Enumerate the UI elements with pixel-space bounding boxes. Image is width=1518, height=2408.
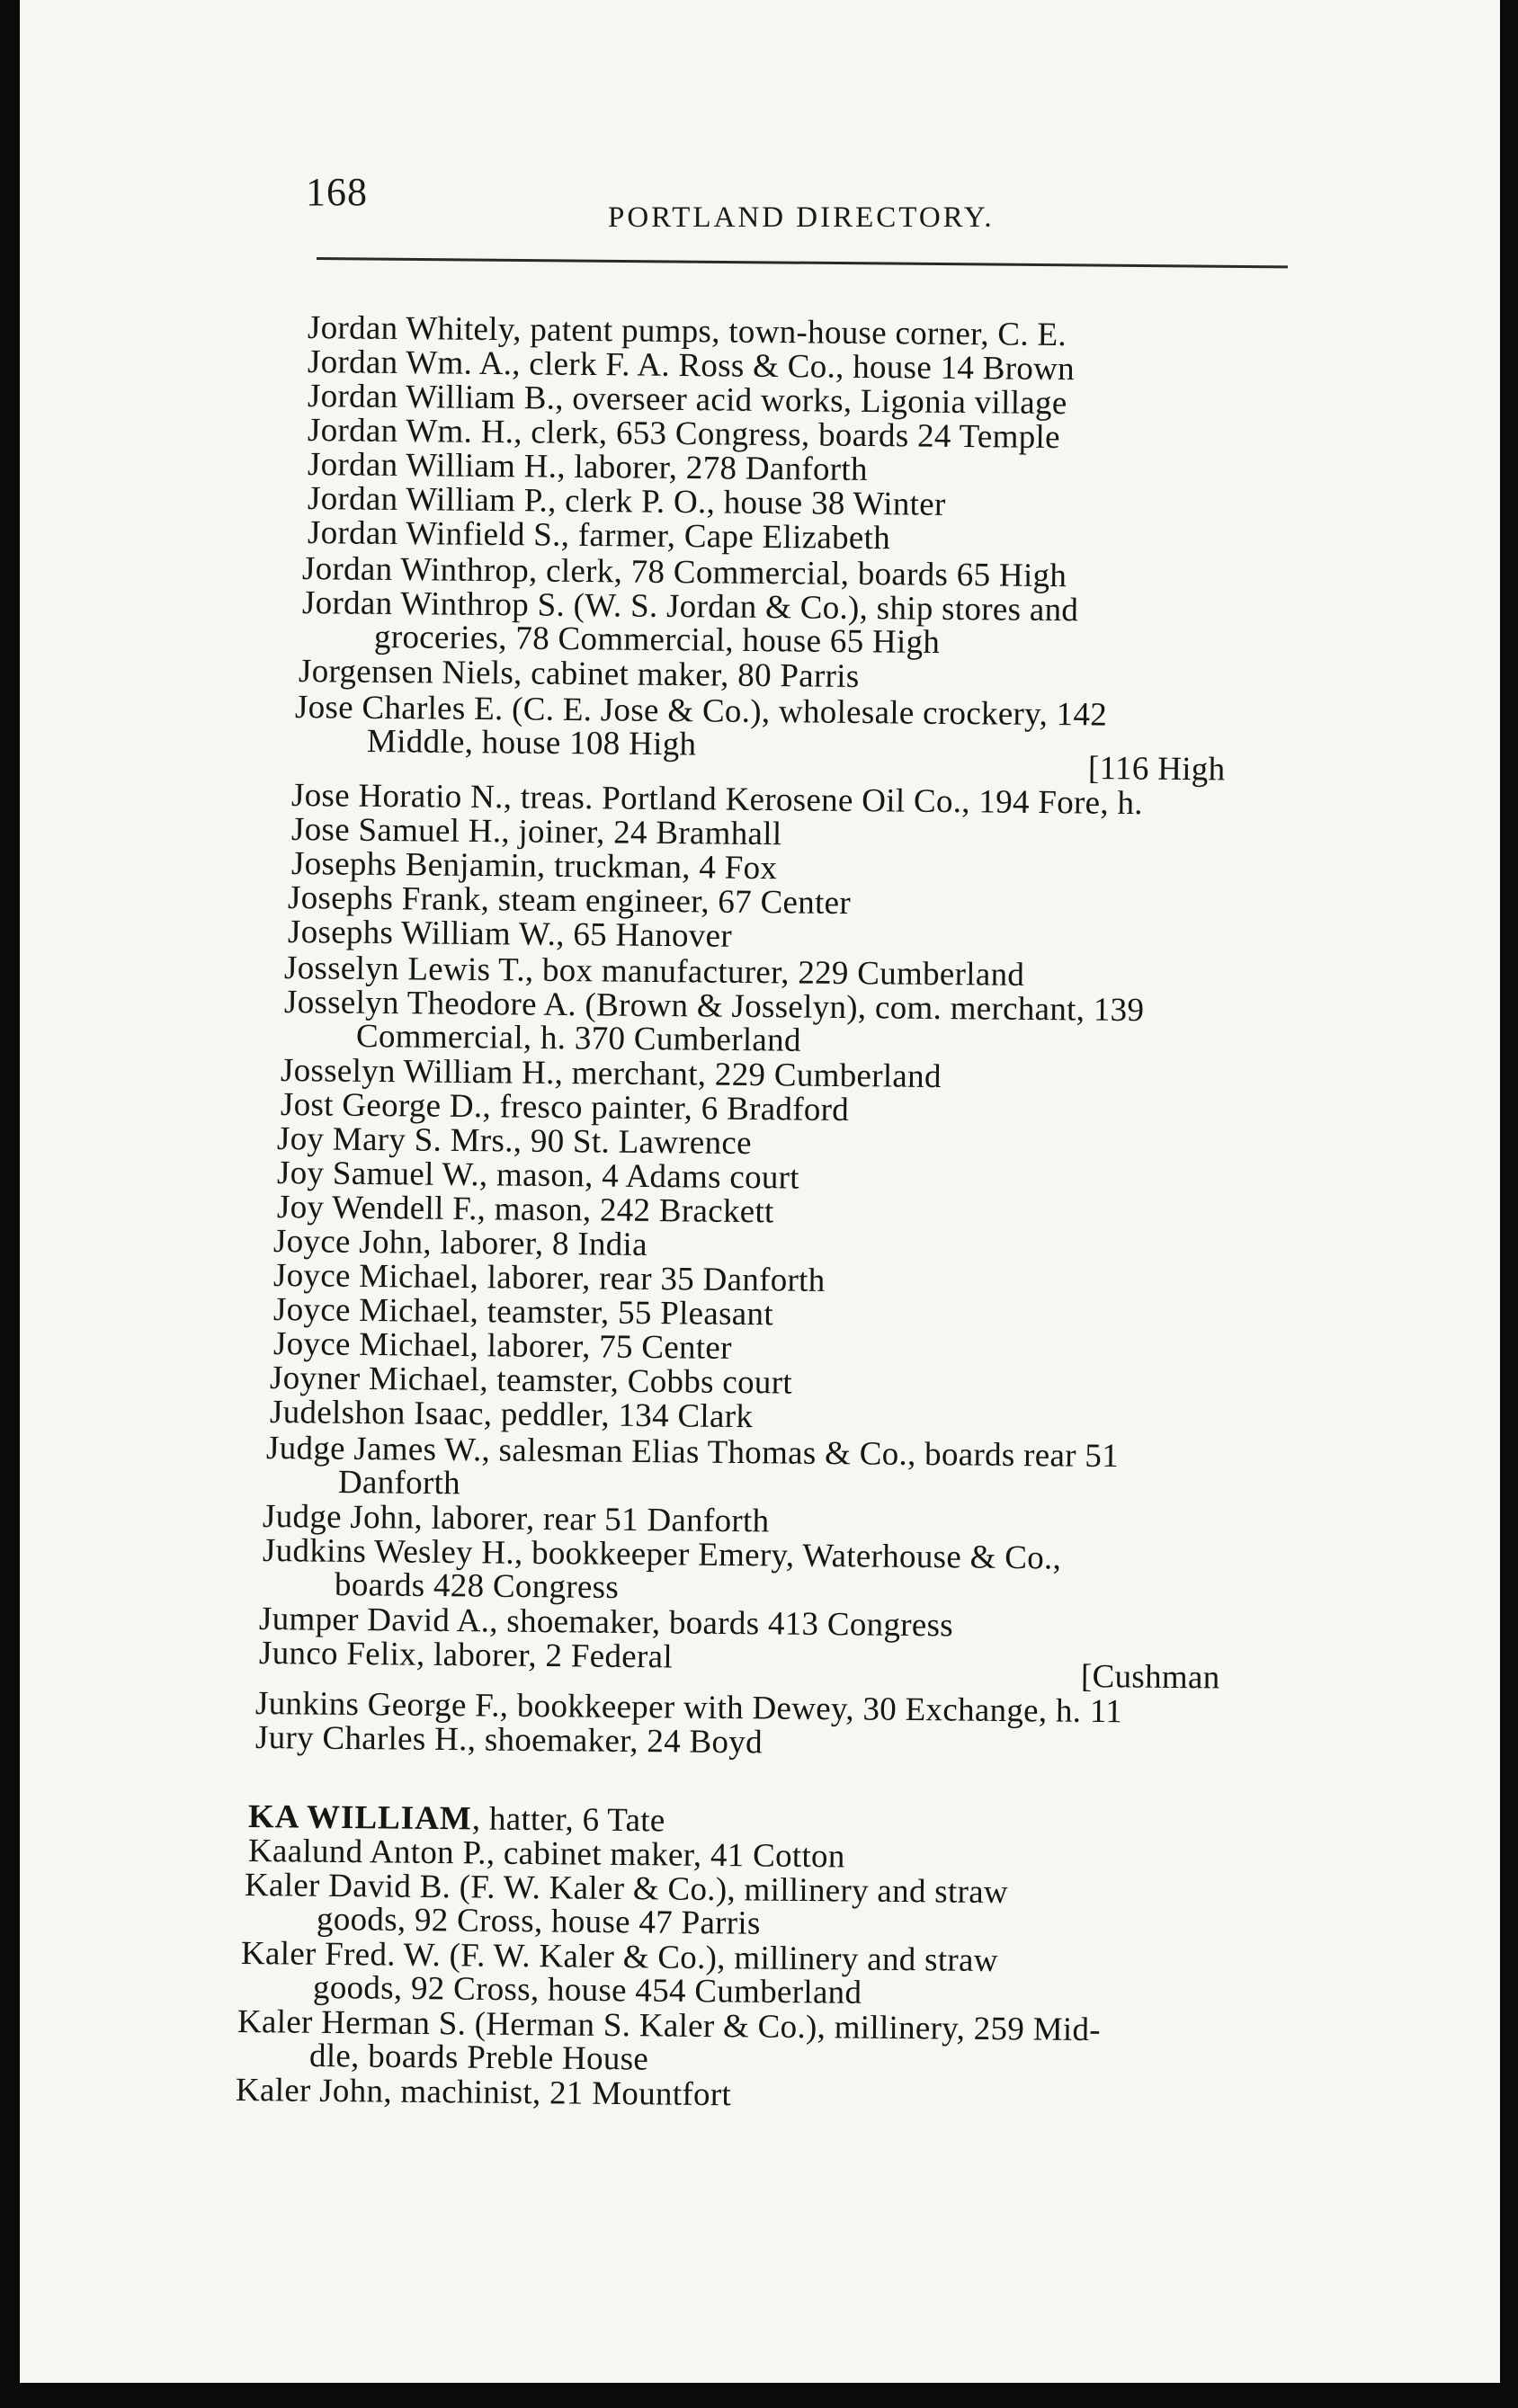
section-lead-name: KA WILLIAM: [247, 1798, 473, 1838]
directory-entry-line: goods, 92 Cross, house 454 Cumberland: [312, 1969, 862, 2011]
directory-entry-line: [Cushman: [1080, 1658, 1220, 1697]
directory-entry-line: boards 428 Congress: [334, 1566, 620, 1607]
directory-entry-line: Jordan Wm. H., clerk, 653 Congress, boards 24 Temple: [307, 412, 1060, 457]
directory-entry-line: Joyce Michael, teamster, 55 Pleasant: [272, 1291, 774, 1333]
directory-entry-line: groceries, 78 Commercial, house 65 High: [373, 619, 941, 662]
page-number: 168: [306, 170, 368, 214]
directory-entry-line: Jose Horatio N., treas. Portland Kerosene Oil Co., 194 Fore, h.: [290, 777, 1143, 823]
directory-entry-line: Judkins Wesley H., bookkeeper Emery, Waterhouse & Co.,: [262, 1532, 1062, 1577]
directory-entry-line: Josephs Frank, steam engineer, 67 Center: [287, 879, 852, 923]
directory-entry-line: Joy Wendell F., mason, 242 Brackett: [276, 1189, 774, 1231]
directory-entry-line: Jury Charles H., shoemaker, 24 Boyd: [254, 1719, 763, 1761]
directory-entry-line: Joyner Michael, teamster, Cobbs court: [269, 1360, 793, 1402]
directory-entry-line: Jorgensen Niels, cabinet maker, 80 Parris: [298, 653, 860, 695]
directory-entry-line: KA WILLIAM, hatter, 6 Tate: [247, 1798, 665, 1840]
directory-entry-line: Junco Felix, laborer, 2 Federal: [258, 1635, 674, 1676]
directory-entry-line: Josephs William W., 65 Hanover: [287, 914, 733, 955]
directory-entry-line: Jordan William P., clerk P. O., house 38 Winter: [307, 480, 946, 523]
directory-entry-line: Josselyn Lewis T., box manufacturer, 229 Cumberland: [283, 950, 1025, 994]
directory-entry-line: goods, 92 Cross, house 47 Parris: [316, 1901, 761, 1942]
directory-entry-line: Jost George D., fresco painter, 6 Bradford: [280, 1086, 850, 1129]
directory-entry-line: Jose Charles E. (C. E. Jose & Co.), wholesale crockery, 142: [294, 689, 1108, 734]
directory-entry-line: Kaler John, machinist, 21 Mountfort: [235, 2072, 732, 2114]
directory-entry-line: Jordan Winthrop S. (W. S. Jordan & Co.), ship stores and: [301, 584, 1079, 629]
directory-entry-line: Joyce Michael, laborer, 75 Center: [272, 1325, 732, 1367]
directory-entry-line: Jordan Winthrop, clerk, 78 Commercial, boards 65 High: [301, 550, 1067, 595]
directory-entry-line: Judge James W., salesman Elias Thomas & Co., boards rear 51: [265, 1430, 1120, 1476]
directory-entry-line: Josselyn William H., merchant, 229 Cumberland: [280, 1052, 942, 1096]
running-head: PORTLAND DIRECTORY.: [608, 201, 995, 234]
directory-entry-line: Joyce Michael, laborer, rear 35 Danforth: [272, 1257, 826, 1299]
directory-entry-line: Kaler David B. (F. W. Kaler & Co.), millinery and straw: [244, 1867, 1009, 1912]
directory-entry-line: Joy Samuel W., mason, 4 Adams court: [276, 1155, 800, 1197]
directory-entry-line: Judge John, laborer, rear 51 Danforth: [262, 1498, 770, 1540]
directory-entry-line: Kaalund Anton P., cabinet maker, 41 Cotton: [247, 1833, 845, 1876]
directory-entry-line: Kaler Fred. W. (F. W. Kaler & Co.), millinery and straw: [240, 1935, 998, 1980]
directory-entry-line: Middle, house 108 High: [366, 723, 697, 763]
directory-entry-line: Jordan William H., laborer, 278 Danforth: [307, 446, 868, 488]
directory-entry-line: dle, boards Preble House: [308, 2038, 649, 2078]
directory-entry-line: Josselyn Theodore A. (Brown & Josselyn), com. merchant, 139: [283, 984, 1145, 1030]
directory-entry-line: Commercial, h. 370 Cumberland: [355, 1018, 801, 1059]
directory-entry-line: Jordan Wm. A., clerk F. A. Ross & Co., house 14 Brown: [307, 343, 1076, 388]
directory-entry-line: Jordan William B., overseer acid works, Ligonia village: [307, 378, 1067, 423]
directory-entry-line: Kaler Herman S. (Herman S. Kaler & Co.), millinery, 259 Mid-: [237, 2003, 1102, 2049]
directory-entry-line: Jose Samuel H., joiner, 24 Bramhall: [290, 811, 782, 853]
directory-entry-line: Junkins George F., bookkeeper with Dewey, 30 Exchange, h. 11: [254, 1685, 1123, 1731]
directory-entry-line: Josephs Benjamin, truckman, 4 Fox: [290, 845, 778, 887]
directory-entry-line: [116 High: [1087, 750, 1226, 789]
directory-entry-line: Joyce John, laborer, 8 India: [272, 1223, 648, 1263]
directory-entry-line: Judelshon Isaac, peddler, 134 Clark: [269, 1394, 754, 1436]
directory-entry-line: Jordan Winfield S., farmer, Cape Elizabeth: [307, 514, 891, 557]
directory-entry-line: Danforth: [337, 1464, 461, 1503]
directory-entry-line: Joy Mary S. Mrs., 90 St. Lawrence: [276, 1120, 753, 1163]
directory-entry-line: Jumper David A., shoemaker, boards 413 Congress: [258, 1601, 954, 1645]
directory-entry-line: Jordan Whitely, patent pumps, town-house corner, C. E.: [307, 309, 1067, 354]
